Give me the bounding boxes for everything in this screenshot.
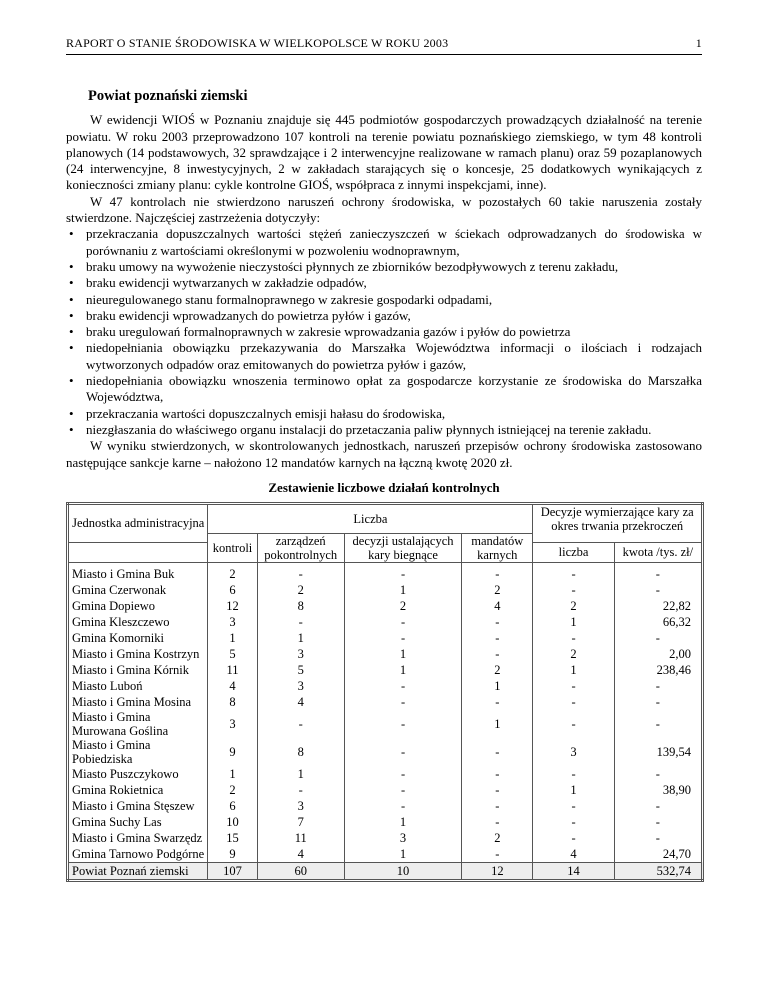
- cell-decyzji: -: [344, 766, 461, 782]
- list-item: • przekraczania wartości dopuszczalnych emisji hałasu do środowiska,: [66, 406, 702, 422]
- cell-decyzji: 10: [344, 862, 461, 880]
- cell-decyzji: -: [344, 738, 461, 766]
- cell-dk_kwota: 24,70: [614, 846, 702, 863]
- cell-kontroli: 6: [208, 798, 257, 814]
- cell-kontroli: 4: [208, 678, 257, 694]
- list-item: • braku ewidencji wprowadzanych do powietrza pyłów i gazów,: [66, 308, 702, 324]
- header-unit: Jednostka administracyjna: [68, 504, 208, 542]
- cell-decyzji: -: [344, 782, 461, 798]
- cell-decyzji: 3: [344, 830, 461, 846]
- list-item: • braku ewidencji wytwarzanych w zakładzie odpadów,: [66, 275, 702, 291]
- cell-mandatow: -: [462, 614, 533, 630]
- cell-mandatow: -: [462, 694, 533, 710]
- cell-kontroli: 10: [208, 814, 257, 830]
- cell-zarzadzen: 2: [257, 582, 344, 598]
- cell-decyzji: -: [344, 562, 461, 582]
- cell-unit: Gmina Dopiewo: [68, 598, 208, 614]
- cell-dk_kwota: -: [614, 814, 702, 830]
- header-mandatow: mandatów karnych: [462, 533, 533, 562]
- cell-dk_kwota: -: [614, 562, 702, 582]
- cell-dk_liczba: -: [533, 798, 614, 814]
- cell-mandatow: -: [462, 630, 533, 646]
- cell-decyzji: 1: [344, 646, 461, 662]
- cell-mandatow: 1: [462, 710, 533, 738]
- closing-paragraph: W wyniku stwierdzonych, w skontrolowanych jednostkach, naruszeń przepisów ochrony środowiska zastosowano następujące sankcje karne – nałożono 12 mandatów karnych na łączną kwotę 2020 zł.: [66, 438, 702, 470]
- table-row: [68, 738, 703, 766]
- cell-mandatow: 4: [462, 598, 533, 614]
- cell-decyzji: 1: [344, 582, 461, 598]
- cell-unit: Gmina Rokietnica: [68, 782, 208, 798]
- cell-dk_liczba: -: [533, 766, 614, 782]
- table-row: [68, 846, 703, 863]
- header-dk-kwota: kwota /tys. zł/: [614, 542, 702, 562]
- cell-dk_liczba: -: [533, 630, 614, 646]
- cell-mandatow: -: [462, 646, 533, 662]
- cell-kontroli: 1: [208, 630, 257, 646]
- cell-dk_liczba: -: [533, 678, 614, 694]
- cell-decyzji: 2: [344, 598, 461, 614]
- cell-mandatow: 12: [462, 862, 533, 880]
- cell-mandatow: -: [462, 782, 533, 798]
- cell-kontroli: 2: [208, 562, 257, 582]
- cell-kontroli: 9: [208, 738, 257, 766]
- header-decyzje-kary: Decyzje wymierzające kary za okres trwania przekroczeń: [533, 504, 703, 534]
- cell-kontroli: 2: [208, 782, 257, 798]
- table-row: [68, 814, 703, 830]
- cell-decyzji: 1: [344, 846, 461, 863]
- cell-dk_kwota: -: [614, 582, 702, 598]
- cell-kontroli: 1: [208, 766, 257, 782]
- cell-kontroli: 3: [208, 710, 257, 738]
- cell-kontroli: 12: [208, 598, 257, 614]
- cell-zarzadzen: 3: [257, 678, 344, 694]
- table-row: [68, 710, 703, 738]
- findings-list: [66, 226, 702, 438]
- cell-decyzji: -: [344, 630, 461, 646]
- cell-dk_kwota: 139,54: [614, 738, 702, 766]
- cell-decyzji: -: [344, 710, 461, 738]
- list-item: • braku umowy na wywożenie nieczystości płynnych ze zbiorników bezodpływowych z terenu zakładu,: [66, 259, 702, 275]
- cell-unit: Miasto i Gmina Murowana Goślina: [68, 710, 208, 738]
- cell-zarzadzen: 7: [257, 814, 344, 830]
- cell-decyzji: 1: [344, 814, 461, 830]
- cell-dk_liczba: 1: [533, 782, 614, 798]
- page-header: [66, 36, 702, 55]
- header-decyzji: decyzji ustalających kary biegnące: [344, 533, 461, 562]
- cell-unit: Miasto i Gmina Stęszew: [68, 798, 208, 814]
- page-number: 1: [695, 36, 702, 50]
- cell-zarzadzen: -: [257, 710, 344, 738]
- cell-mandatow: -: [462, 738, 533, 766]
- cell-dk_liczba: -: [533, 814, 614, 830]
- cell-dk_liczba: -: [533, 562, 614, 582]
- cell-unit: Gmina Suchy Las: [68, 814, 208, 830]
- table-row: [68, 766, 703, 782]
- cell-dk_kwota: -: [614, 830, 702, 846]
- cell-unit: Gmina Czerwonak: [68, 582, 208, 598]
- table-row: [68, 598, 703, 614]
- cell-zarzadzen: 4: [257, 846, 344, 863]
- cell-zarzadzen: 11: [257, 830, 344, 846]
- cell-dk_kwota: 532,74: [614, 862, 702, 880]
- cell-zarzadzen: 1: [257, 630, 344, 646]
- cell-dk_liczba: 1: [533, 614, 614, 630]
- cell-dk_liczba: -: [533, 582, 614, 598]
- cell-kontroli: 6: [208, 582, 257, 598]
- cell-unit: Miasto Puszczykowo: [68, 766, 208, 782]
- cell-decyzji: -: [344, 678, 461, 694]
- page-content: [66, 88, 702, 882]
- list-item: • nieuregulowanego stanu formalnoprawnego w zakresie gospodarki odpadami,: [66, 292, 702, 308]
- cell-zarzadzen: 8: [257, 738, 344, 766]
- list-item: • niedopełniania obowiązku wnoszenia terminowo opłat za gospodarcze korzystanie ze środowiska do Marszałka Województwa,: [66, 373, 702, 406]
- cell-kontroli: 8: [208, 694, 257, 710]
- cell-unit: Miasto i Gmina Kostrzyn: [68, 646, 208, 662]
- table-row: [68, 630, 703, 646]
- cell-kontroli: 5: [208, 646, 257, 662]
- cell-mandatow: 2: [462, 582, 533, 598]
- cell-kontroli: 107: [208, 862, 257, 880]
- list-item: • niezgłaszania do właściwego organu instalacji do przetaczania paliw płynnych istniejącej na terenie zakładu.: [66, 422, 702, 438]
- cell-dk_liczba: 3: [533, 738, 614, 766]
- cell-dk_liczba: -: [533, 694, 614, 710]
- cell-kontroli: 15: [208, 830, 257, 846]
- cell-zarzadzen: 3: [257, 646, 344, 662]
- cell-dk_kwota: 66,32: [614, 614, 702, 630]
- cell-decyzji: -: [344, 614, 461, 630]
- table-total-row: [68, 862, 703, 880]
- cell-unit: Gmina Tarnowo Podgórne: [68, 846, 208, 863]
- cell-mandatow: -: [462, 814, 533, 830]
- cell-mandatow: -: [462, 798, 533, 814]
- cell-dk_kwota: 38,90: [614, 782, 702, 798]
- cell-dk_kwota: -: [614, 798, 702, 814]
- header-dk-liczba: liczba: [533, 542, 614, 562]
- cell-dk_liczba: 1: [533, 662, 614, 678]
- table-row: [68, 830, 703, 846]
- cell-kontroli: 3: [208, 614, 257, 630]
- cell-kontroli: 11: [208, 662, 257, 678]
- cell-zarzadzen: 1: [257, 766, 344, 782]
- report-title: RAPORT O STANIE ŚRODOWISKA W WIELKOPOLSCE W ROKU 2003: [66, 36, 449, 50]
- cell-unit: Miasto i Gmina Kórnik: [68, 662, 208, 678]
- cell-dk_liczba: 14: [533, 862, 614, 880]
- cell-zarzadzen: -: [257, 782, 344, 798]
- cell-zarzadzen: -: [257, 614, 344, 630]
- header-zarzadzen: zarządzeń pokontrolnych: [257, 533, 344, 562]
- cell-mandatow: 1: [462, 678, 533, 694]
- table-row: [68, 562, 703, 582]
- cell-kontroli: 9: [208, 846, 257, 863]
- section-title: Powiat poznański ziemski: [88, 88, 248, 104]
- table-row: [68, 646, 703, 662]
- header-kontroli: kontroli: [208, 533, 257, 562]
- list-item: • przekraczania dopuszczalnych wartości stężeń zanieczyszczeń w ściekach odprowadzanych do środowiska w porównaniu z wartościami określonymi w pozwoleniu wodnoprawnym,: [66, 226, 702, 259]
- cell-zarzadzen: -: [257, 562, 344, 582]
- cell-unit: Miasto Luboń: [68, 678, 208, 694]
- cell-dk_kwota: -: [614, 630, 702, 646]
- paragraph: W 47 kontrolach nie stwierdzono naruszeń ochrony środowiska, w pozostałych 60 takie naruszenia zostały stwierdzone. Najczęściej zastrzeżenia dotyczyły:: [66, 193, 702, 226]
- list-item: • niedopełniania obowiązku przekazywania do Marszałka Województwa informacji o ilościach i rodzajach wytworzonych odpadów oraz emitowanych do powietrza pyłów i gazów,: [66, 340, 702, 373]
- table-row: [68, 798, 703, 814]
- cell-mandatow: 2: [462, 662, 533, 678]
- cell-dk_kwota: -: [614, 678, 702, 694]
- table-row: [68, 662, 703, 678]
- cell-dk_kwota: -: [614, 766, 702, 782]
- cell-dk_kwota: -: [614, 710, 702, 738]
- cell-dk_liczba: -: [533, 710, 614, 738]
- paragraph: W ewidencji WIOŚ w Poznaniu znajduje się 445 podmiotów gospodarczych prowadzących działalność na terenie powiatu. W roku 2003 przeprowadzono 107 kontroli na terenie powiatu poznańskiego ziemskiego, w tym 48 kontroli planowych (14 podstawowych, 32 sprawdzające i 2 interwencyjne realizowane w ramach planu) oraz 59 pozaplanowych (24 interwencyjne, 8 inwestycyjnych, 2 w zakładach starających się o koncesje, 25 dodatkowych wynikających z konieczności zmiany planu: cykle kontrolne GIOŚ, współpraca z innymi inspekcjami, inne).: [66, 112, 702, 193]
- cell-dk_kwota: 22,82: [614, 598, 702, 614]
- cell-dk_liczba: -: [533, 830, 614, 846]
- cell-unit: Powiat Poznań ziemski: [68, 862, 208, 880]
- cell-dk_liczba: 2: [533, 646, 614, 662]
- cell-zarzadzen: 8: [257, 598, 344, 614]
- cell-unit: Miasto i Gmina Pobiedziska: [68, 738, 208, 766]
- table-row: [68, 582, 703, 598]
- cell-dk_liczba: 4: [533, 846, 614, 863]
- cell-zarzadzen: 5: [257, 662, 344, 678]
- list-item: • braku uregulowań formalnoprawnych w zakresie wprowadzania gazów i pyłów do powietrza: [66, 324, 702, 340]
- cell-unit: Miasto i Gmina Buk: [68, 562, 208, 582]
- cell-mandatow: -: [462, 846, 533, 863]
- cell-mandatow: 2: [462, 830, 533, 846]
- cell-unit: Gmina Komorniki: [68, 630, 208, 646]
- table-row: [68, 678, 703, 694]
- table-row: [68, 694, 703, 710]
- table-row: [68, 782, 703, 798]
- cell-mandatow: -: [462, 562, 533, 582]
- table-caption: Zestawienie liczbowe działań kontrolnych: [268, 479, 500, 495]
- cell-dk_kwota: 2,00: [614, 646, 702, 662]
- header-liczba: Liczba: [208, 504, 533, 534]
- table-row: [68, 614, 703, 630]
- cell-zarzadzen: 4: [257, 694, 344, 710]
- cell-zarzadzen: 3: [257, 798, 344, 814]
- cell-decyzji: -: [344, 798, 461, 814]
- cell-mandatow: -: [462, 766, 533, 782]
- cell-unit: Miasto i Gmina Swarzędz: [68, 830, 208, 846]
- cell-dk_kwota: 238,46: [614, 662, 702, 678]
- cell-dk_kwota: -: [614, 694, 702, 710]
- cell-unit: Gmina Kleszczewo: [68, 614, 208, 630]
- table-body: [68, 562, 703, 880]
- control-actions-table: [66, 502, 704, 882]
- cell-zarzadzen: 60: [257, 862, 344, 880]
- cell-decyzji: -: [344, 694, 461, 710]
- cell-unit: Miasto i Gmina Mosina: [68, 694, 208, 710]
- cell-decyzji: 1: [344, 662, 461, 678]
- cell-dk_liczba: 2: [533, 598, 614, 614]
